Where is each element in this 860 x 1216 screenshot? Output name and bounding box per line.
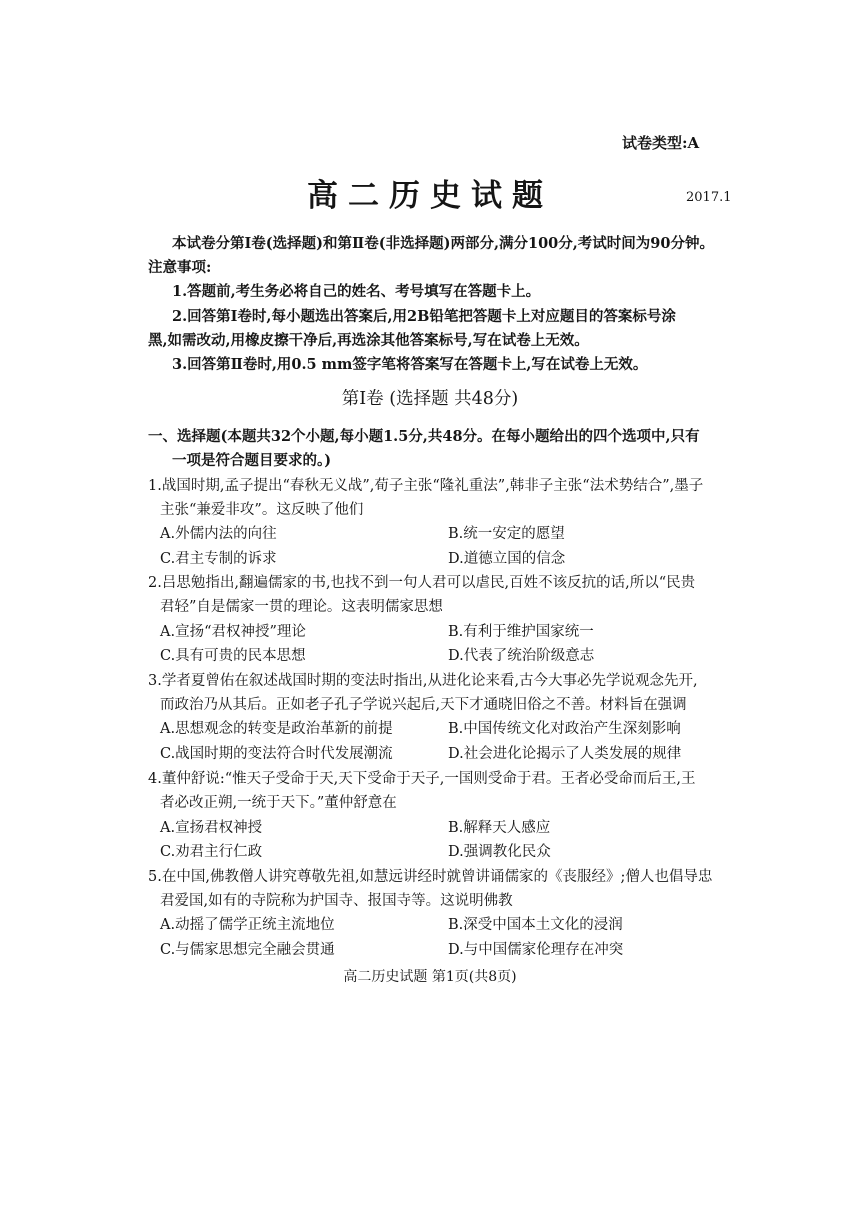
question-4-stem-line2: 者必改正朔,一统于天下。”董仲舒意在 (160, 795, 397, 811)
notes-label: 注意事项: (148, 259, 212, 276)
paper-type: 试卷类型:A (622, 134, 700, 152)
question-2-option-b: B.有利于维护国家统一 (448, 624, 594, 640)
note-item-2-line1: 2.回答第Ⅰ卷时,每小题选出答案后,用2B铅笔把答题卡上对应题目的答案标号涂 (172, 308, 676, 325)
question-2-option-d: D.代表了统治阶级意志 (448, 648, 595, 664)
question-5-stem-line2: 君爱国,如有的寺院称为护国寺、报国寺等。这说明佛教 (160, 893, 513, 909)
question-1-option-b: B.统一安定的愿望 (448, 526, 565, 542)
section-instruction-line2: 一项是符合题目要求的。) (172, 452, 332, 469)
question-1-option-d: D.道德立国的信念 (448, 551, 566, 567)
question-2-option-a: A.宣扬“君权神授”理论 (160, 624, 306, 640)
question-5-option-a: A.动摇了儒学正统主流地位 (160, 917, 335, 933)
question-2-stem-line2: 君轻”自是儒家一贯的理论。这表明儒家思想 (160, 599, 443, 615)
note-item-2-line2: 黑,如需改动,用橡皮擦干净后,再选涂其他答案标号,写在试卷上无效。 (148, 332, 589, 349)
exam-date: 2017.1 (686, 190, 732, 205)
question-3-option-c: C.战国时期的变法符合时代发展潮流 (160, 746, 393, 762)
question-3-stem-line1: 3.学者夏曾佑在叙述战国时期的变法时指出,从进化论来看,古今大事必先学说观念先开, (148, 673, 698, 689)
question-2-stem-line1: 2.吕思勉指出,翻遍儒家的书,也找不到一句人君可以虐民,百姓不该反抗的话,所以“民贵 (148, 575, 696, 591)
question-4-option-c: C.劝君主行仁政 (160, 844, 263, 860)
page-title: 高二历史试题 (307, 178, 553, 214)
question-5-option-d: D.与中国儒家伦理存在冲突 (448, 942, 624, 958)
question-1-option-a: A.外儒内法的向往 (160, 526, 277, 542)
question-4-option-b: B.解释天人感应 (448, 820, 551, 836)
note-item-3: 3.回答第Ⅱ卷时,用0.5 mm签字笔将答案写在答题卡上,写在试卷上无效。 (172, 356, 648, 373)
question-3-option-b: B.中国传统文化对政治产生深刻影响 (448, 721, 681, 737)
question-5-option-b: B.深受中国本土文化的浸润 (448, 917, 623, 933)
question-2-option-c: C.具有可贵的民本思想 (160, 648, 306, 664)
section-instruction-line1: 一、选择题(本题共32个小题,每小题1.5分,共48分。在每小题给出的四个选项中,只有 (148, 428, 700, 445)
question-4-option-d: D.强调教化民众 (448, 844, 551, 860)
question-3-stem-line2: 而政治乃从其后。正如老子孔子学说兴起后,天下才通晓旧俗之不善。材料旨在强调 (160, 697, 687, 713)
question-1-stem-line2: 主张“兼爱非攻”。这反映了他们 (160, 502, 364, 518)
intro-text: 本试卷分第Ⅰ卷(选择题)和第Ⅱ卷(非选择题)两部分,满分100分,考试时间为90分钟。 (172, 235, 714, 252)
page-footer: 高二历史试题 第1页(共8页) (343, 969, 517, 985)
question-1-option-c: C.君主专制的诉求 (160, 551, 277, 567)
question-1-stem-line1: 1.战国时期,孟子提出“春秋无义战”,荀子主张“隆礼重法”,韩非子主张“法术势结合”,墨子 (148, 478, 704, 494)
question-3-option-d: D.社会进化论揭示了人类发展的规律 (448, 746, 682, 762)
question-4-option-a: A.宣扬君权神授 (160, 820, 263, 836)
question-5-stem-line1: 5.在中国,佛教僧人讲究尊敬先祖,如慧远讲经时就曾讲诵儒家的《丧服经》;僧人也倡导忠 (148, 869, 713, 885)
section-title: 第Ⅰ卷 (选择题 共48分) (341, 389, 519, 409)
note-item-1: 1.答题前,考生务必将自己的姓名、考号填写在答题卡上。 (172, 283, 541, 300)
question-3-option-a: A.思想观念的转变是政治革新的前提 (160, 721, 393, 737)
question-4-stem-line1: 4.董仲舒说:“惟天子受命于天,天下受命于天子,一国则受命于君。王者必受命而后王,王 (148, 771, 696, 787)
question-5-option-c: C.与儒家思想完全融会贯通 (160, 942, 335, 958)
